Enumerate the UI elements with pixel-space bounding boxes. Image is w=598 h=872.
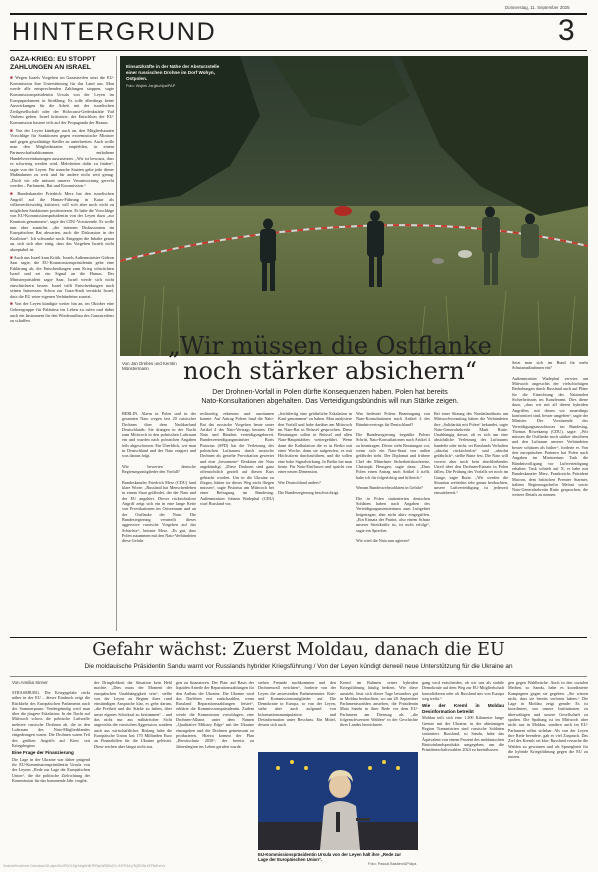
article2-column-2: der Dringlichkeit der Situation kein Hehl machte. „Dies muss der Moment der europäischen Unabhängigkeit sein“, stellte von der Leyen zu Beginn ihrer rund einstündigen Ansprache klar, es gehe darum, „die Freiheit und die Stärke zu haben, über unser eigenes Schicksal zu bestimmen“ – und das nicht nur aus militärischer Sicht angesichts der russischen Aggression, sondern auch aus wirtschaftlicher. Bislang habe die Europäische Union fast 170 Milliarden Euro an Finanzhilfen für die Ukraine geleistet. Diese reichen aber längst nicht aus.	[94, 680, 172, 749]
sidebar-divider	[116, 56, 117, 631]
news-sidebar	[10, 56, 114, 631]
header-bottom-rule	[10, 50, 587, 51]
header-top-rule	[10, 13, 587, 15]
main-photo	[120, 56, 588, 356]
article2-column-1: STRASSBURG. Die Kriegsgefahr rückt näher in der EU – dieser Eindruck zeigt die Rückkehr des Europäischen Parlaments nach der Sommerpause. Vordergründig wird man über die jüngere Eskalation: In der Nacht auf Mittwoch schoss die polnische Luftwaffe mehrere russische Drohnen ab, die in den Luftraum des Nato-Mitgliedslandes eingedrungen waren. Die Drohnen waren Teil des größten Angriffs auf Kiew seit Kriegsbeginn. Eine Frage der Finanzierung Die Lage in der Ukraine war daher prägend für EU-Kommissionspräsidentin Ursula von der Leyens „Rede zur Lage der Europäischen Union“, die die politische Zielrichtung der Kommission für das kommende Jahr vorgibt.	[12, 690, 90, 784]
article-separator	[10, 637, 587, 638]
article-column-4: Was bedeutet Polens Beantragung von Nato-Konsultationen nach Artikel 4 des Bündnisvertrags für Deutschland? Die Bundesregierung begrüßte Polens Schritt, Nato-Konsultationen nach Artikel 4 zu beantragen. Dieser sieht Beratungen vor, wenn sich ein Nato-Staat von außen gefährdet sieht. Der Diplomat und frühere Chef der Münchner Sicherheitskonferenz, Christoph Heusgen, sagte dazu: „Dass Polen einen Antrag nach Artikel 4 stellt, halte ich für folgerichtig und hilfreich.“ Warum Bundeswehrsoldaten in Gefahr? Die in Polen stationierten deutschen Soldaten haben nach Angaben des Verteidigungsministeriums zum Luftgebiet beigetragen, aber nicht aktiv eingegriffen. „Ein Einsatz der Patriot, also einem Schutz unserer Streitkräfte ist, ist nicht erfolgt“, sagte ein Sprecher. Wie wird die Nato nun agieren?	[356, 411, 430, 544]
sidebar-paragraph: ■ Von der Leyen kündigte weiter hin an, im Oktober eine Geberegruppe für Palästina ins Leben zu rufen und dabei auch ein Instrument für den Wiederaufbau des Gazastreifens zu schaffen.	[10, 301, 114, 324]
sidebar-paragraph: ■ Auch aus Israel kam Kritik. Israels Außenminister Gideon Saar sagte, die EU-Kommissionspräsidentin gebe eine Erklärung ab, die Entscheidungen zum Krieg schwächten Israel und sei ein Signal an die Hamas. Der Ministerpräsident sagte Saar, Israel werde sich nicht einschüchtern lassen. Israel trifft Entscheidungen nach seinen Interessen. Schon zur Gaza-Stadt verstärkt Israel, dass die EU seine eigenen Verbündeten zusetzt.	[10, 254, 114, 299]
inset-photo	[258, 752, 418, 850]
sidebar-headline: GAZA-KRIEG: EU STOPPT ZAHLUNGEN AN ISRAEL	[10, 56, 96, 71]
sidebar-paragraph: ■ Von der Leyen kündigte auch an, den Mitgliedstaaten Vorschläge für Sanktionen gegen extremistische Minister und gegen gewalttätige Siedler zu unterbreiten. Auch wolle man den Mitgliedstaaten empfehlen, in einem Partnerschaftsabkommen enthaltene Handelsvereinbarungen auszusetzen. „Wir ist bewusst, dass es schwierig werden wird, Mehrheiten dafür zu finden“, sagte von der Leyen. Für manche Staaten gehe jede dieser Maßnahmen zu weit und für andere nicht weit genug. „Doch wir alle müssen unserer Verantwortung gerecht werden – Parlament, Rat und Kommission.“	[10, 127, 114, 189]
bullet-icon: ■	[10, 75, 14, 81]
article-column-5: Bei einer Sitzung des Nordatlantikrats am Mittwochvormittag hätten die Verbündeten ihre „Solidarität mit Polen“ bekundet, sagte Nato-Generalsekretär Mark Rutte. Unabhängig davon, ob es sich um eine absichtliche Verletzung des Luftraums handelte oder nicht, sei Russlands Verhalten „absolut rücksichtslos“ und „absolut gefährlich“, stellte Rutte fest. Die Nato will vorerst aber noch kein abschließendes Urteil über den Drohnen-Einsatz in Polen fällen. Die Prüfung des Vorfalls sei noch im Gange, sagte Rutte. „Wir werden die Situation weiterhin sehr genau beobachten, unsere Luftverteidigung ist jederzeit einsatzbereit.“	[434, 411, 508, 496]
article-column-2: rechtzeitig erkennen und ausräumen konnte. Auf Antrag Polens fand die Nato-Rat das russische Vorgehen heute unter Artikel 4 des Nato-Vertrags beraten. Die Nato und Bündnis verteidigungsbereit. Bundesverteidigungsminister Boris Pistorius (SPD) hat die Verletzung des polnischen Luftraums durch russische Drohnen als gezielte Provokation gewertet und eine „besonnene“ Reaktion der Nato angekündigt. „Diese Drohnen sind ganz offensichtlich gezielt auf diesen Kurs gebracht worden. Um in die Ukraine zu fliegen, hätten sie dieses Weg nicht fliegen müssen“, sagte Pistorius am Mittwoch bei einer Befragung im Bundestag. Außenminister Johann Wadephul (CDU) warf Russland vor,	[200, 411, 274, 507]
article-column-6: Setzt man sich im Bund für mehr Schutzmaßnahmen ein? Außenminister Wadephul verwies am Mittwoch angesichts der vielschichtigen Bedrohungen durch Russland auch auf Pläne für die Einrichtung des Nationalen Sicherheitsrats im Kanzleramt. Dies diene dazu, „dass wir mit all diesen hybriden Angriffen, mit denen wir neuerdings konfrontiert sind, besser umgehen“, sagte der Minister. Der Vorsitzende des Verteidigungsausschusses im Bundestag, Thomas Röwekamp (CDU), sagte: „Wir müssen die Ostflanke noch stärker absichern und den Luftraum unserer Verbündeten besser schützen als bisher“, forderte er. Von den europäischen Partnern hat Polen nach Angaben im Ministerium Tusk die Bündnisvolligung vor Luftverteidigung erhalten. Tusk schrieb auf X, er habe mit Bundeskanzler Merz, Frankreichs Präsident Macron, dem britischen Premier Starmer, italiens Regierungschefin Meloni sowie Nato-Generalsekretär Rutte gesprochen, die weitere Details zu nennen.	[512, 360, 588, 498]
sidebar-paragraph: ■ Wegen Israels Vorgehen im Gazastreifen setzt die EU-Kommission ihre Unterstützung für das Land aus. Man werde alle entsprechenden Zahlungen stoppen, sagte Kommissionspräsidentin Ursula von der Leyen im Europaparlament in Straßburg. Es solle allerdings keine Auswirkungen für die Arbeit mit der israelischen Zivilgesellschaft oder der Holocaust-Gedenkstätte Yad Vashem geben. Israel kritisierte, der Entschluss der EU-Kommission basiere teils auf der Propaganda der Hamas.	[10, 75, 114, 125]
sidebar-body	[10, 75, 114, 324]
article2-rule	[10, 676, 587, 677]
article2-subsection-title: Eine Frage der Finanzierung	[12, 750, 74, 756]
article-column-1: BERLIN. Alarm in Polen und in der gesamten Nato wegen fast 20 russischer Drohnen über dem Nachbarland Deutschlands: Sie drangen in der Nacht zum Mittwoch in den polnischen Luftraum ein und wurden nach polnischen Angaben teils abgeschossen. Ein Überblick, wie man in Deutschland und der Nato reagiert und was daraus folgt. Wie bewerten deutsche Regierungsmitglieder den Vorfall? Bundeskanzler Friedrich Merz (CDU) fand klare Worte: „Russland hat Menschenleben in einem Staat gefährdet, der der Nato und der EU angehört. Dieser rücksichtslose Angriff zeigt sich ein in eine lange Kette von Provokationen im Ostseeraum und an der Ostflanke der Nato. Die Bundesregierung verurteilt dieses aggressive russische Vorgehen auf das Schärfste“, betonte Merz. „Es gut, dass Polen zusammen mit den Nato-Verbündeten diese Gefahr	[122, 411, 196, 544]
article2-column-6: gang wird entscheiden, ob wir uns als stabile Demokratie auf dem Weg zur EU-Mitgliedschaft konsolidieren oder ob Russland uns von Europa weg treibt.“ Wie der Kreml in Moldau Desinformation betreibt Moldau teilt sich eine 1.200 Kilometer lange Grenze mit der Ukraine, in der abtrünnigen Region Transnistrien sind russische Soldaten stationiert. Russland, so Sandu, habe das Äquivalent von einem Prozent des moldauischen Bruttoinlandsprodukts ausgegeben, um die Präsidentschaftswahlen 2024 zu beeinflussen.	[422, 680, 504, 753]
article-subheadline: Der Drohnen-Vorfall in Polen dürfte Konsequenzen haben. Polen hat bereits Nato-Konsultationen abgehalten. Das Verteidigungsbündnis will nun Stärke zeigen.	[201, 389, 459, 405]
photo-caption: Einsatzkräfte in der Nähe der Absturzstelle einer russischen Drohne im Dorf Wohyn, Ostpolen.	[126, 64, 220, 81]
sidebar-paragraph: ■ Bundeskanzler Friedrich Merz hat den israelischen Angriff auf die Hamas-Führung in Katar als völkerrechtswidrig kritisiert, will sich aber noch nicht zu möglichen Sanktionen positionieren. Er habe die Vorschläge von EU-Kommissionspräsidentin von der Leyen dazu „zur Kenntnis genommen“, sagte der CDU-Vorsitzende. Er wolle nun aber zunächst „die internen Diskussionen im Europäischen Rat abwarten, auch die Diskussion in der Koalition“. Ich schwanke noch. Entgegen die Inhalte genau an, sich sich aber einig, dass das Vorgehen Israels nicht akzeptabel ist.	[10, 191, 114, 252]
article-authors: Von Jan Drebes und Kerstin Münstermann	[122, 361, 177, 372]
article2-column-5: Kreml im Rahmen seiner hybriden Kriegsführung häufig bedient. Wie diese aussieht, lässt sich dieser Tage besonders gut in Moldau beobachten, wo am 28. September Parlamentswahlen anstehen, die Präsidentin Maia Sandu in ihrer Rede vor dem EU-Parlament am Dienstag als „die folgenschwersten Wahlen“ in der Geschichte ihres Landes bezeichnete.	[340, 680, 418, 728]
bullet-icon: ■	[10, 191, 15, 197]
photo-credit: Foto: Wojtek Jargilo/dpa/PAP	[126, 84, 176, 88]
article2-column-7: gen gegen Wahlbrüche. Auch in den sozialen Medien, so Sandu, habe es koordinierte Kampagnen gegen sie gegeben. „Sie wissen nicht, dass sie bereits verloren haben.“ Die Lage in Moldau zeigt gerade: Es ist koordiniert, um unsere Institutionen zu überwältigen und unsere Gesellschaft zu spalten. Die Spaltung ist im Mittwoch aber nicht nur in Moldau, sondern auch im EU-Parlament selbst sichtbar. Als von der Leyen ihre Rede beendete, gab es viel Zuspruch. Das Ziel des Kremls sei klar: Russland versuche die Wahlen zu gewinnen und als Sprungbrett für die hybride Kriegsführung gegen die EU zu nutzen.	[508, 680, 588, 760]
article2-column-3: gen zu finanzieren. Der Plan: auf Basis der liquiden Anteile der Reparationszahlungen für den Aufbau der Ukraine. Die Ukraine wird das Darlehen erst zurückzahlen, wenn Russland Reparationszahlungen leistet“, erklärte die Kommissionspräsidentin. Zudem werde die Kommission vorschlagen, eine Drohnen-Allianz unter dem Namen „Qualitative Military Edge“ mit der Ukraine einzugehen und die Drohnen gemeinsam zu produzieren. Hierzu kommt der Plan „Brexitschutz 2030“, der bereits zu Jahresbeginn ins Leben gerufen wurde.	[176, 680, 254, 749]
article-headline: „Wir müssen die Ostflanke noch stärker absichern“	[168, 332, 492, 385]
bullet-icon: ■	[10, 127, 14, 133]
article-column-3: „leichtfertig eine gefährliche Eskalation in Kauf genommen“ zu haben. Man analysiere den Vorfall und habe darüber am Mittwoch im Nato-Rat in Brüssel gesprochen. Diese Beratungen sollen in Brüssel und allen Nato-Hauptstädten weitergeführt. Wenn dann die Kalkulation die es in Berlin mit einer Woche, dann sie aufgerufen, es mit Höchstform durchzuführen, und die sollen eine hohe Signalwirkung. In Berlin hat man heute. Für Nato-Einflusses und spricht von einer neuen Dimension. War Deutschland anders? Die Bundesregierung beschwichtigt.	[278, 411, 352, 496]
issue-date: Donnerstag, 11. September 2025	[505, 5, 570, 10]
download-metadata: Gedenk/Kom/ineer Download 08-okpn/ScUPDOLSpHnhgNHtkTRRpoWSBhV|Gr-GXFEA1y75QRG5eXEP5dFwrVz	[3, 864, 166, 868]
inset-credit: Foto: Pascal Bastien/AP/dpa	[368, 862, 417, 866]
article2-subheadline: Die moldauische Präsidentin Sandu warnt vor Russlands hybrider Kriegsführung / Von der Leyen kündigt derweil neue Unterstützung für die Ukraine an	[84, 663, 513, 670]
section-title: HINTERGRUND	[12, 18, 217, 46]
von-der-leyen-speech-image	[258, 752, 418, 850]
article2-column-4: stehen Freunde nachkommen und den Drohnenwall errichten“, forderte von der Leyen die anwesenden Parlamentarier. Rats- und Kommissionsmitglieder auf. Die Demokratie in Europa, so von der Leyen, stehe aber auch aufgrund von Informationsmanipulation und Desinformation unter Beschuss. Ein Mittel, dessen sich auch	[258, 680, 336, 728]
drone-crash-scene-image	[120, 56, 588, 356]
article2-author: Von Annika Sinner	[12, 680, 48, 685]
bullet-icon: ■	[10, 301, 14, 307]
bullet-icon: ■	[10, 254, 13, 260]
inset-caption: EU-Kommissionspräsidentin Ursula von der Leyen hält ihre „Rede zur Lage der Europäischen Union“.	[258, 852, 402, 863]
page-number: 3	[558, 14, 575, 47]
article2-subsection-title: Wie der Kreml in Moldau Desinformation betreibt	[422, 703, 504, 714]
article2-headline: Gefahr wächst: Zuerst Moldau, danach die EU	[92, 640, 505, 660]
